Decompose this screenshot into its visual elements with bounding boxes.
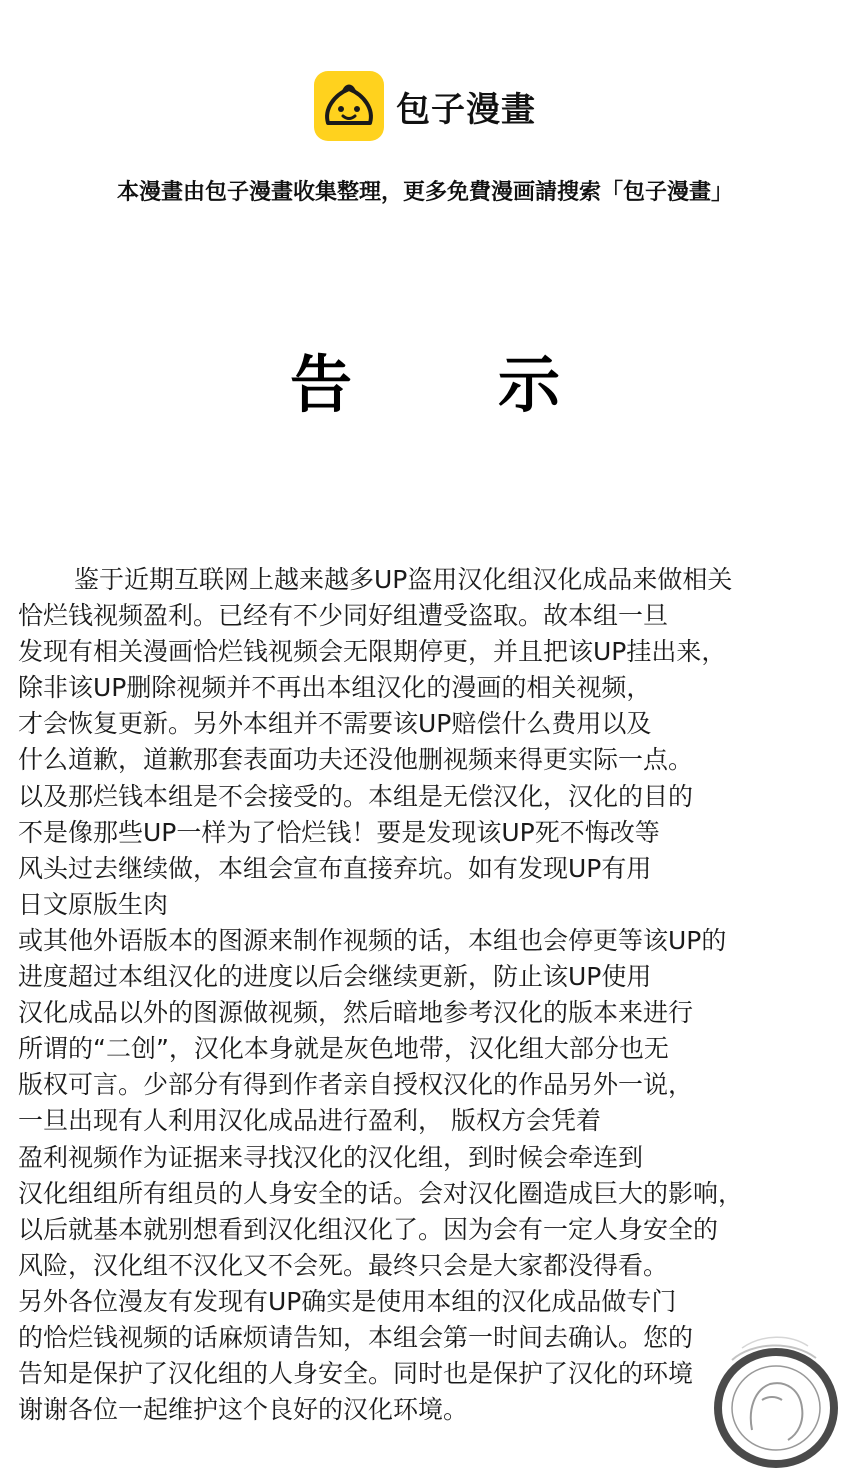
notice-line: 日文原版生肉: [18, 889, 169, 919]
notice-body: [18, 562, 844, 1428]
notice-line: 汉化组组所有组员的人身安全的话。会对汉化圈造成巨大的影响，: [18, 1178, 744, 1208]
brand-name: 包子漫畫: [396, 89, 536, 130]
source-note: 本漫畫由包子漫畫收集整理，更多免費漫画請搜索「包子漫畫」: [116, 180, 733, 205]
notice-line: 不是像那些UP一样为了恰烂钱！要是发现该UP死不悔改等: [18, 817, 660, 847]
bun-logo-icon: [314, 71, 384, 141]
notice-line: 除非该UP删除视频并不再出本组汉化的漫画的相关视频，: [18, 673, 652, 703]
notice-line: 的恰烂钱视频的话麻烦请告知，本组会第一时间去确认。您的: [18, 1322, 694, 1352]
notice-title: [0, 335, 850, 424]
notice-title-char-1: 告: [289, 348, 352, 421]
notice-line: 进度超过本组汉化的进度以后会继续更新，防止该UP使用: [18, 962, 652, 992]
notice-line: 风险，汉化组不汉化又不会死。最终只会是大家都没得看。: [18, 1250, 669, 1280]
notice-line: 所谓的“二创”，汉化本身就是灰色地带，汉化组大部分也无: [18, 1034, 669, 1064]
notice-line: 鉴于近期互联网上越来越多UP盗用汉化组汉化成品来做相关: [74, 565, 733, 594]
notice-line: 才会恢复更新。另外本组并不需要该UP赔偿什么费用以及: [18, 709, 652, 739]
notice-title-char-2: 示: [498, 348, 561, 421]
notice-line: 谢谢各位一起维护这个良好的汉化环境。: [18, 1395, 469, 1425]
circular-stamp-icon: [712, 1330, 840, 1470]
notice-line: 发现有相关漫画恰烂钱视频会无限期停更，并且把该UP挂出来，: [18, 637, 727, 667]
notice-line: 恰烂钱视频盈利。已经有不少同好组遭受盗取。故本组一旦: [18, 601, 669, 631]
notice-line: 版权可言。少部分有得到作者亲自授权汉化的作品另外一说，: [18, 1070, 694, 1100]
notice-line: 一旦出现有人利用汉化成品进行盈利， 版权方会凭着: [18, 1106, 601, 1136]
notice-line: 什么道歉，道歉那套表面功夫还没他删视频来得更实际一点。: [18, 745, 694, 775]
notice-line: 风头过去继续做，本组会宣布直接弃坑。如有发现UP有用: [18, 853, 652, 883]
notice-line: 盈利视频作为证据来寻找汉化的汉化组，到时候会牵连到: [18, 1142, 644, 1172]
notice-line: 或其他外语版本的图源来制作视频的话，本组也会停更等该UP的: [18, 925, 727, 955]
notice-line: 另外各位漫友有发现有UP确实是使用本组的汉化成品做专门: [18, 1286, 677, 1316]
notice-line: 以及那烂钱本组是不会接受的。本组是无偿汉化，汉化的目的: [18, 781, 694, 811]
notice-line: 告知是保护了汉化组的人身安全。同时也是保护了汉化的环境: [18, 1359, 694, 1389]
brand-header: [0, 66, 850, 146]
notice-line: 汉化成品以外的图源做视频，然后暗地参考汉化的版本来进行: [18, 998, 694, 1028]
notice-line: 以后就基本就别想看到汉化组汉化了。因为会有一定人身安全的: [18, 1214, 719, 1244]
